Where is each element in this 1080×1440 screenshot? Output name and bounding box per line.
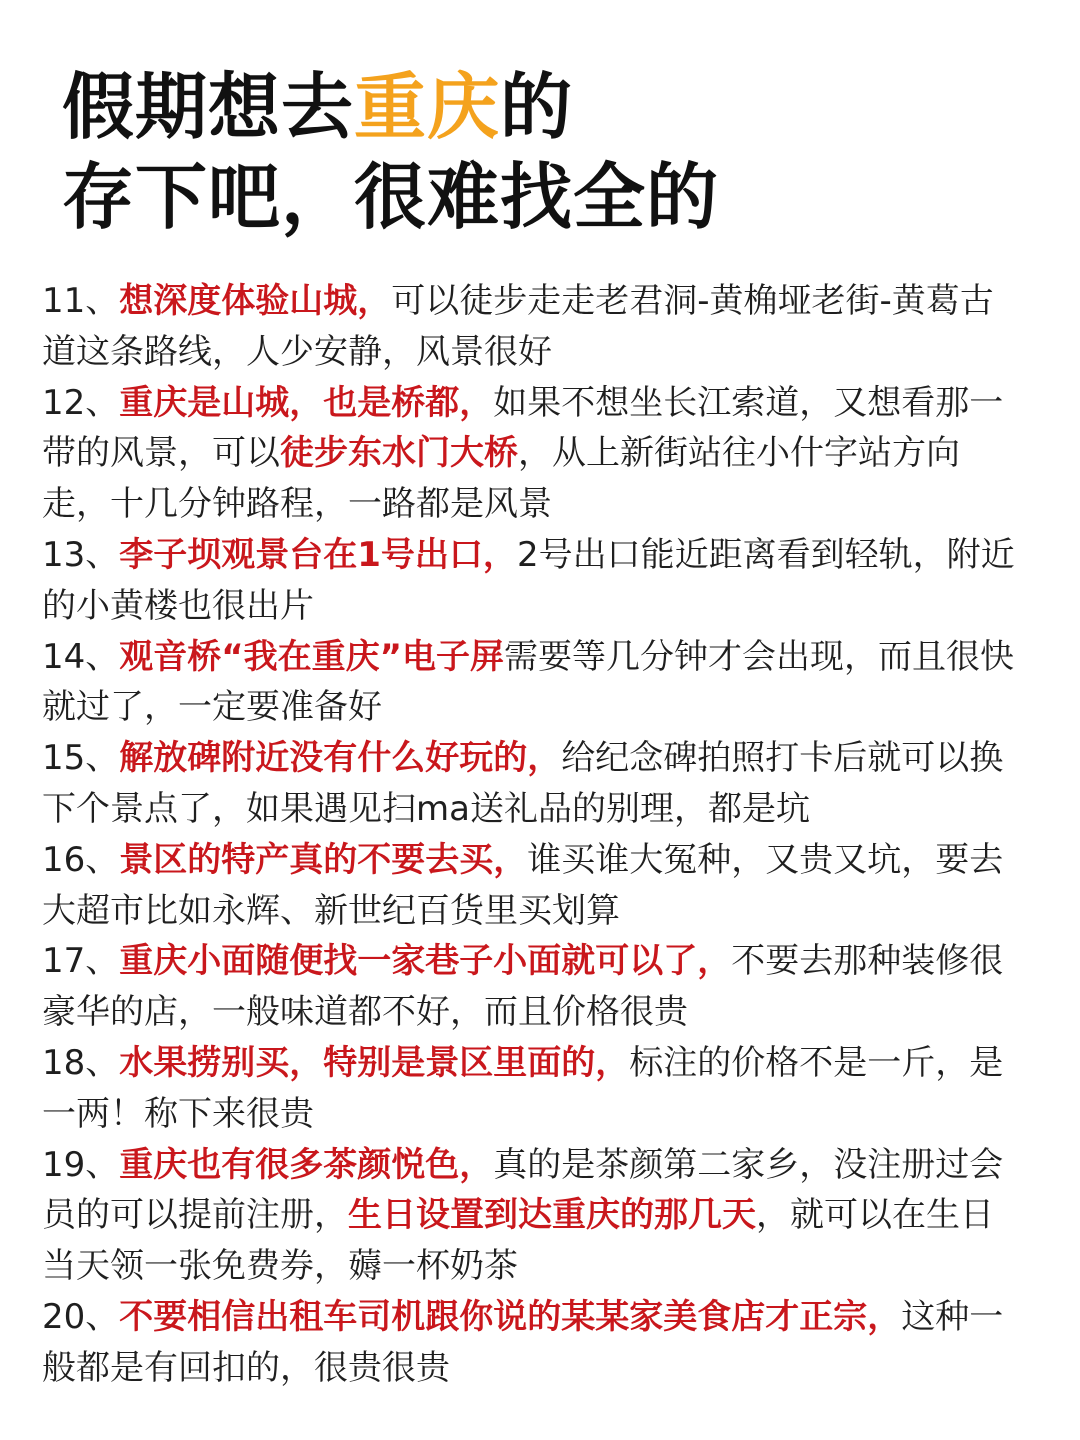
tip-text: 这种一般都是有回扣的，很贵很贵 [42,1296,1004,1388]
tip-number: 12、 [42,382,120,423]
tip-number: 11、 [42,281,120,321]
title-suffix: 的 [500,65,574,149]
tip-text: 给纪念碑拍照打卡后就可以换下个景点了，如果遇见扫ma送礼品的别理，都是坑 [42,738,1004,829]
tip-text: 不要去那种装修很豪华的店，一般味道都不好，而且价格很贵 [42,941,1004,1033]
tip-text: 可以徒步走走老君洞-黄桷垭老街-黄葛古道这条路线，人少安静，风景很好 [42,281,994,372]
tip-number: 13、 [42,534,120,575]
tip-highlight-text: 水果捞别买，特别是景区里面的， [119,1042,630,1083]
tip-highlight-text: 徒步东水门大桥 [280,433,518,474]
tip-text: ，从上新街站往小什字站方向走，十几分钟路程，一路都是风景 [42,433,960,525]
tip-item [42,276,1017,378]
page-title [62,62,1022,242]
tip-text: 2号出口能近距离看到轻轨，附近的小黄楼也很出片 [42,534,1015,626]
tip-highlight-text: 李子坝观景台在1号出口， [119,534,517,575]
tip-item [42,378,1017,530]
tip-number: 15、 [42,738,120,779]
tip-text: 如果不想坐长江索道，又想看那一带的风景，可以 [42,382,1004,474]
tip-number: 17、 [42,941,120,982]
tip-highlight-text: 生日设置到达重庆的那几天 [348,1195,756,1236]
tip-highlight-text: 重庆是山城，也是桥都， [119,382,494,423]
tip-number: 16、 [42,839,120,880]
tip-highlight-text: 不要相信出租车司机跟你说的某某家美食店才正宗， [119,1296,902,1337]
tip-item [42,1140,1017,1292]
tip-highlight-text: 观音桥“我在重庆”电子屏 [119,636,504,677]
title-accent-city: 重庆 [354,65,501,149]
title-prefix: 假期想去 [62,65,355,149]
tips-list [42,276,1017,1394]
tip-item [42,1292,1017,1394]
tip-highlight-text: 想深度体验山城， [119,281,392,321]
tip-text: 真的是茶颜第二家乡，没注册过会员的可以提前注册， [42,1144,1004,1236]
title-line-1 [62,62,1022,152]
tip-item [42,632,1017,734]
tip-item [42,733,1017,835]
tip-item [42,1038,1017,1140]
tip-text: 标注的价格不是一斤，是一两！称下来很贵 [42,1042,1004,1134]
tip-text: 谁买谁大冤种，又贵又坑，要去大超市比如永辉、新世纪百货里买划算 [42,839,1004,931]
tip-highlight-text: 解放碑附近没有什么好玩的， [119,738,562,779]
tip-item [42,530,1017,632]
tip-highlight-text: 重庆也有很多茶颜悦色， [119,1144,494,1185]
tip-number: 19、 [42,1144,120,1185]
tip-text: 需要等几分钟才会出现，而且很快就过了，一定要准备好 [42,636,1014,728]
tip-item [42,936,1017,1038]
tip-number: 20、 [42,1296,120,1337]
tip-highlight-text: 景区的特产真的不要去买， [119,839,528,880]
tip-number: 18、 [42,1042,120,1083]
tip-highlight-text: 重庆小面随便找一家巷子小面就可以了， [119,941,732,982]
tip-item [42,835,1017,937]
tip-number: 14、 [42,636,120,677]
tip-text: ，就可以在生日当天领一张免费券，薅一杯奶茶 [42,1195,994,1287]
title-line-2: 存下吧，很难找全的 [62,155,720,239]
